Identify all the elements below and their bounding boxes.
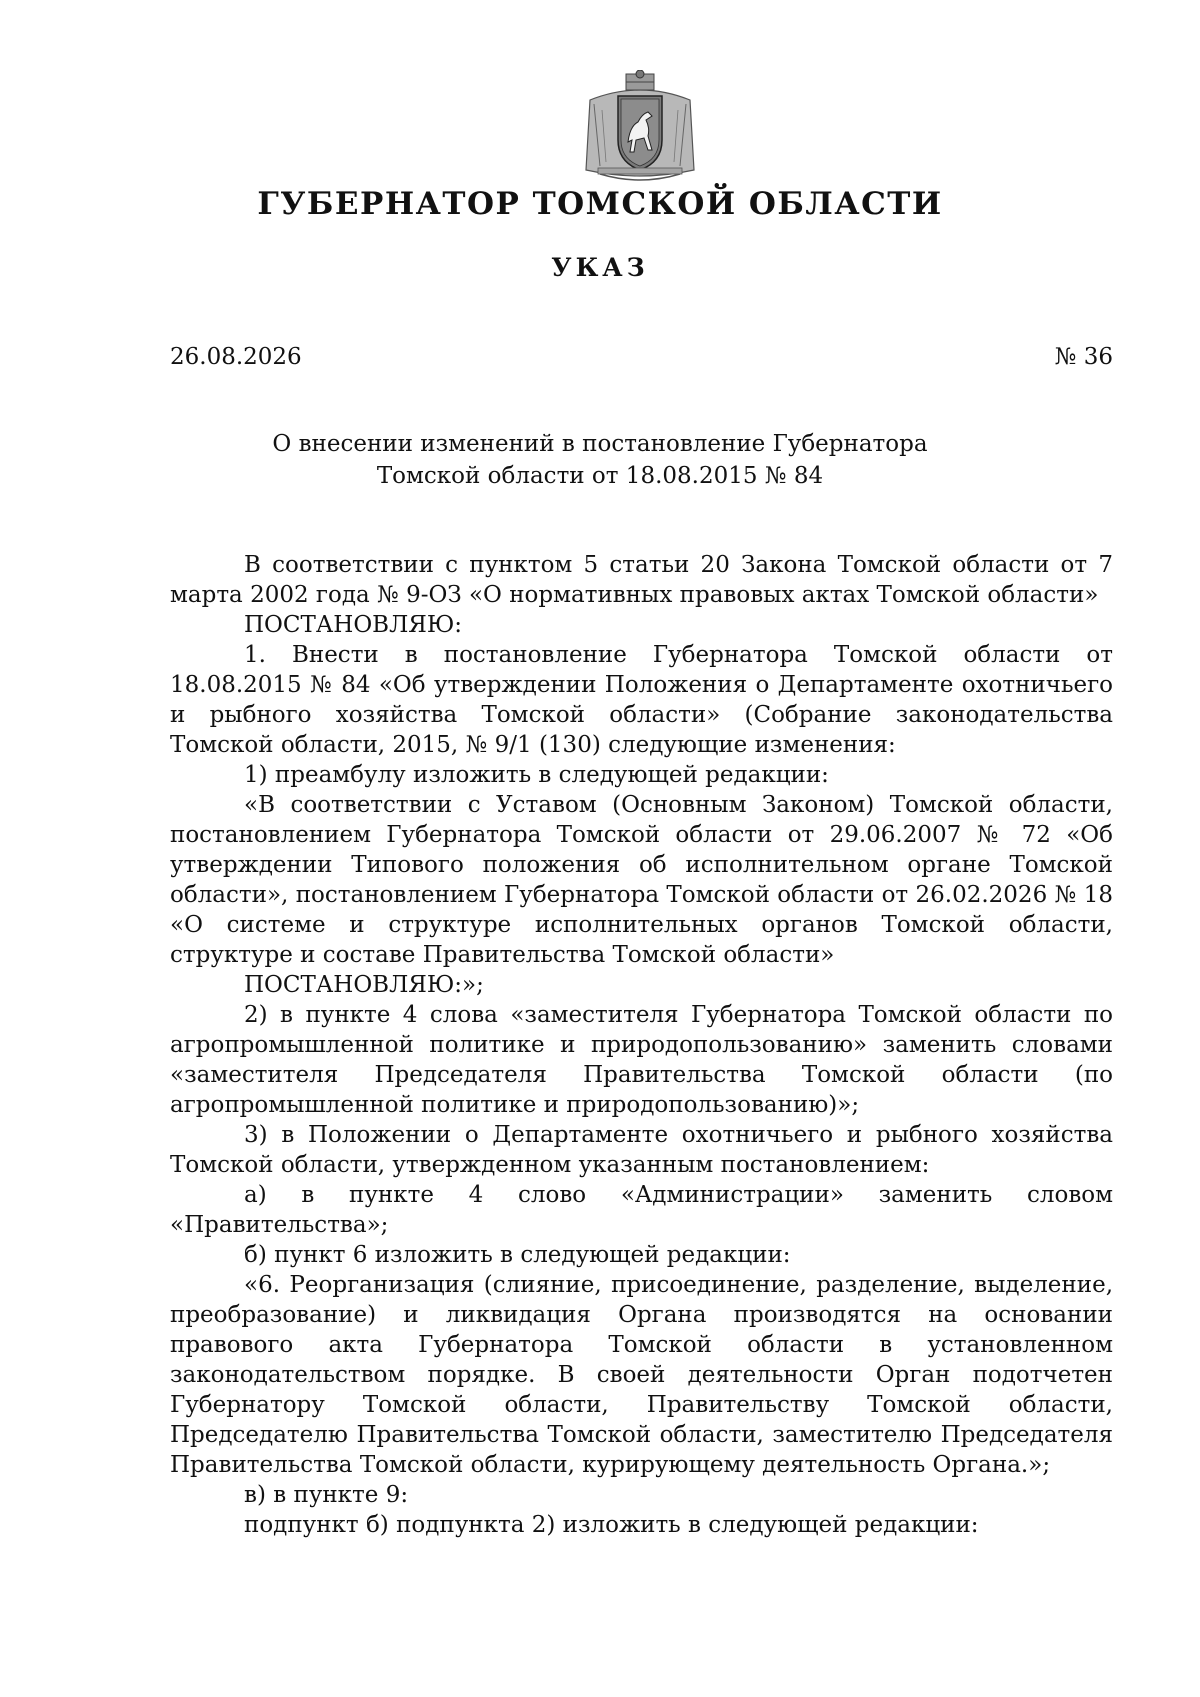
body-paragraph: ПОСТАНОВЛЯЮ:»; xyxy=(244,972,484,998)
issuer-title: ГУБЕРНАТОР ТОМСКОЙ ОБЛАСТИ xyxy=(257,186,943,222)
document-number: № 36 xyxy=(1054,344,1113,370)
body-paragraph: 1. Внести в постановление Губернатора Томской области от 18.08.2015 № 84 «Об утверждении Положения о Департаменте охотничьего и рыбного хозяйства Томской области» (Собрание законодательства Томской области, 2015, № 9/1 (130) следующие изменения: xyxy=(170,642,1113,758)
body-paragraph: ПОСТАНОВЛЯЮ: xyxy=(244,612,463,638)
subject-line: О внесении изменений в постановление Губернатора xyxy=(272,431,928,457)
coat-of-arms-emblem xyxy=(580,70,700,188)
body-paragraph: «В соответствии с Уставом (Основным Законом) Томской области, постановлением Губернатора Томской области от 29.06.2007 № 72 «Об утверждении Типового положения об исполнительном органе Томской области», постановлением Губернатора Томской области от 26.02.2026 № 18 «О системе и структуре исполнительных органов Томской области, структуре и составе Правительства Томской области» xyxy=(170,792,1113,968)
document-type: УКАЗ xyxy=(551,253,649,282)
document-date: 26.08.2026 xyxy=(170,344,302,370)
body-paragraph: В соответствии с пунктом 5 статьи 20 Закона Томской области от 7 марта 2002 года № 9-ОЗ «О нормативных правовых актах Томской области» xyxy=(170,552,1113,608)
body-paragraph: «6. Реорганизация (слияние, присоединение, разделение, выделение, преобразование) и ликвидация Органа производятся на основании правового акта Губернатора Томской области в установленном законодательством порядке. В своей деятельности Орган подотчетен Губернатору Томской области, Правительству Томской области, Председателю Правительства Томской области, заместителю Председателя Правительства Томской области, курирующему деятельность Органа.»; xyxy=(170,1272,1113,1478)
document-body xyxy=(170,550,1113,1540)
body-paragraph: 3) в Положении о Департаменте охотничьего и рыбного хозяйства Томской области, утвержденном указанным постановлением: xyxy=(170,1122,1113,1178)
coat-of-arms-icon xyxy=(580,70,700,188)
document-subject xyxy=(0,428,1200,492)
subject-line: Томской области от 18.08.2015 № 84 xyxy=(376,463,824,489)
body-paragraph: подпункт б) подпункта 2) изложить в следующей редакции: xyxy=(244,1512,979,1538)
body-paragraph: 2) в пункте 4 слова «заместителя Губернатора Томской области по агропромышленной политике и природопользованию» заменить словами «заместителя Председателя Правительства Томской области (по агропромышленной политике и природопользованию)»; xyxy=(170,1002,1113,1118)
body-paragraph: б) пункт 6 изложить в следующей редакции: xyxy=(244,1242,791,1268)
body-paragraph: 1) преамбулу изложить в следующей редакции: xyxy=(244,762,829,788)
body-paragraph: в) в пункте 9: xyxy=(244,1482,409,1508)
body-paragraph: а) в пункте 4 слово «Администрации» заменить словом «Правительства»; xyxy=(170,1182,1113,1238)
